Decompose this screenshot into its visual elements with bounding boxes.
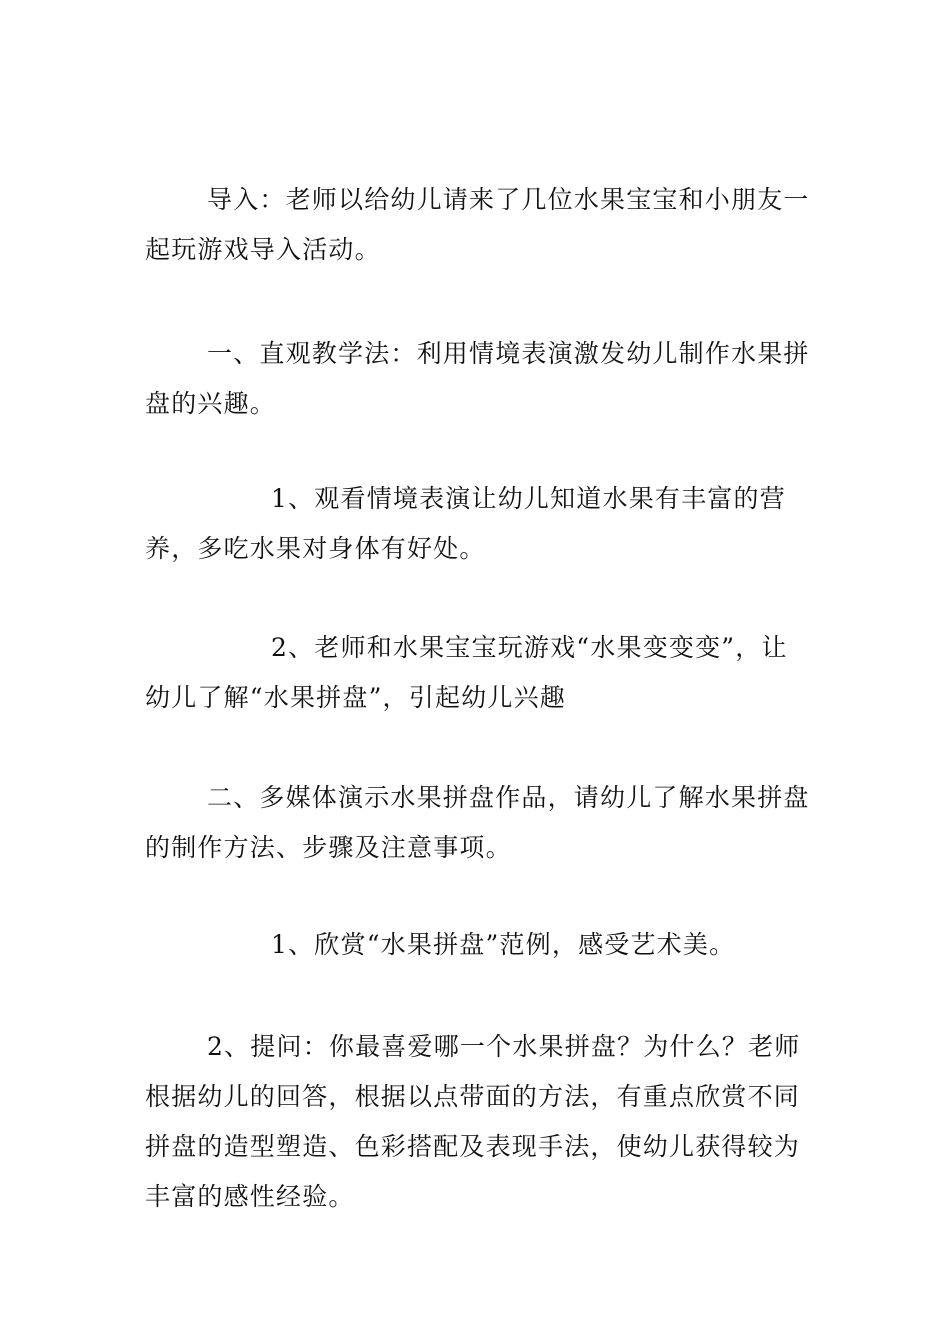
paragraph-intro: 导入：老师以给幼儿请来了几位水果宝宝和小朋友一起玩游戏导入活动。: [145, 185, 810, 264]
paragraph-section-2-item-2: 2、提问：你最喜爱哪一个水果拼盘？为什么？老师根据幼儿的回答，根据以点带面的方法，有重点欣赏不同拼盘的造型塑造、色彩搭配及表现手法，使幼儿获得较为丰富的感性经验。: [145, 1032, 801, 1211]
paragraph-section-2: 二、多媒体演示水果拼盘作品，请幼儿了解水果拼盘的制作方法、步骤及注意事项。: [145, 783, 810, 862]
paragraph-section-1-item-2: 2、老师和水果宝宝玩游戏“水果变变变”，让幼儿了解“水果拼盘”，引起幼儿兴趣: [145, 633, 788, 712]
paragraph-section-1: 一、直观教学法：利用情境表演激发幼儿制作水果拼盘的兴趣。: [145, 339, 810, 418]
paragraph-section-1-item-1: 1、观看情境表演让幼儿知道水果有丰富的营养，多吃水果对身体有好处。: [145, 484, 786, 563]
paragraph-section-2-item-1: 1、欣赏“水果拼盘”范例，感受艺术美。: [271, 930, 736, 959]
